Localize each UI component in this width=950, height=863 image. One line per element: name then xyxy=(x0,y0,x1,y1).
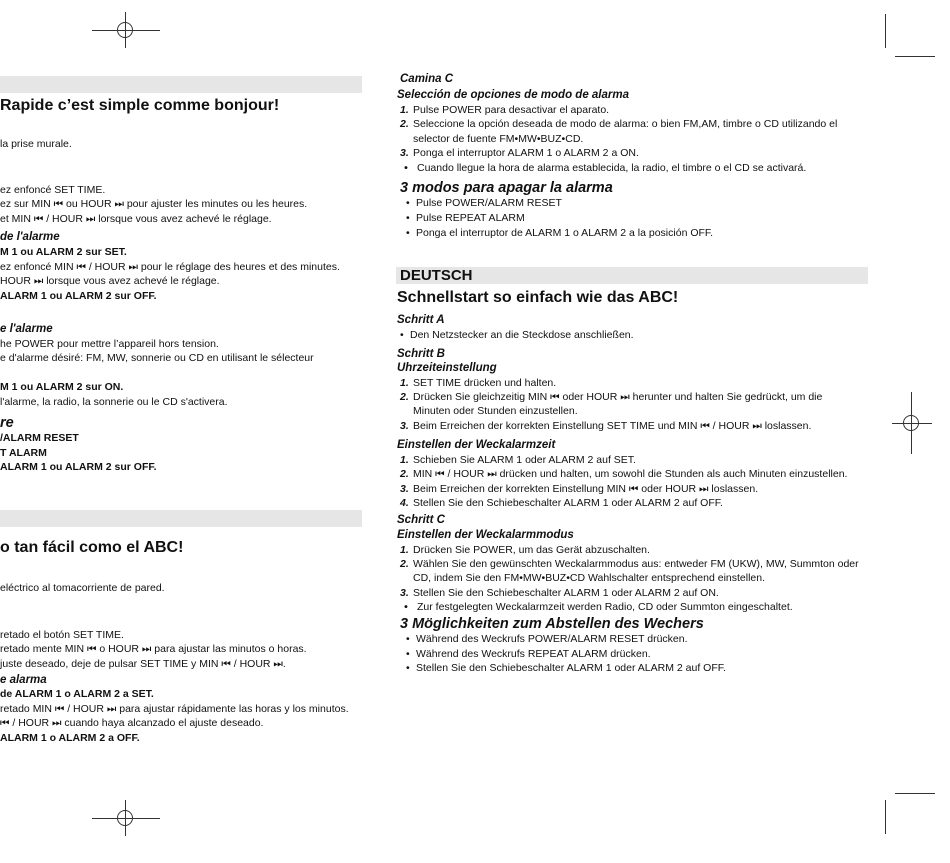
uhrzeit-step: 3. Beim Erreichen der korrekten Einstellung SET TIME und MIN ⏮ / HOUR ⏭ loslassen. xyxy=(400,420,812,432)
es-step: 2. Seleccione la opción deseada de modo de alarma: o bien FM,AM, timbre o CD utilizando el xyxy=(400,118,838,130)
left-line: he POWER pour mettre l’appareil hors tension. xyxy=(0,338,219,350)
spanish-section-bar xyxy=(0,510,362,527)
de-ways-heading: 3 Möglichkeiten zum Abstellen des Wechers xyxy=(400,616,704,632)
schritt-a-item: • Den Netzstecker an die Steckdose anschließen. xyxy=(400,329,634,342)
weckalarm-step: 1. Schieben Sie ALARM 1 oder ALARM 2 auf SET. xyxy=(400,454,636,466)
weckalarm-heading: Einstellen der Weckalarmzeit xyxy=(397,439,556,451)
left-line: ALARM 1 ou ALARM 2 sur OFF. xyxy=(0,290,157,302)
es-way-item: • Pulse POWER/ALARM RESET xyxy=(406,197,562,210)
camina-c-heading: Camina C xyxy=(400,73,454,85)
de-quickstart-title: Schnellstart so einfach wie das ABC! xyxy=(397,289,679,306)
left-subheading: e l'alarme xyxy=(0,323,53,335)
left-line: retado el botón SET TIME. xyxy=(0,629,124,641)
left-line: ez enfoncé MIN ⏮ / HOUR ⏭ pour le réglage des heures et des minutes. xyxy=(0,261,340,273)
left-line: ez sur MIN ⏮ ou HOUR ⏭ pour ajuster les minutes ou les heures. xyxy=(0,198,308,210)
es-step: selector de fuente FM•MW•BUZ•CD. xyxy=(413,133,584,145)
left-line: M 1 ou ALARM 2 sur SET. xyxy=(0,246,127,258)
left-line: ALARM 1 ou ALARM 2 sur OFF. xyxy=(0,461,157,473)
left-line: /ALARM RESET xyxy=(0,432,79,444)
deutsch-section-title: DEUTSCH xyxy=(400,267,473,284)
left-line: de ALARM 1 o ALARM 2 a SET. xyxy=(0,688,154,700)
registration-circle-right xyxy=(903,415,919,431)
left-subheading: de l'alarme xyxy=(0,231,60,243)
es-step: 1. Pulse POWER para desactivar el aparato. xyxy=(400,104,610,116)
french-quickstart-title: Rapide c’est simple comme bonjour! xyxy=(0,97,280,114)
de-way-item: • Während des Weckrufs REPEAT ALARM drücken. xyxy=(406,648,651,661)
french-section-bar xyxy=(0,76,362,93)
left-line: et MIN ⏮ / HOUR ⏭ lorsque vous avez achevé le réglage. xyxy=(0,213,272,225)
left-line: HOUR ⏭ lorsque vous avez achevé le réglage. xyxy=(0,275,220,287)
schritt-a-heading: Schritt A xyxy=(397,314,445,326)
left-line: M 1 ou ALARM 2 sur ON. xyxy=(0,381,124,393)
left-line: retado MIN ⏮ / HOUR ⏭ para ajustar rápidamente las horas y los minutos. xyxy=(0,703,349,715)
left-line: la prise murale. xyxy=(0,138,72,150)
registration-circle-top xyxy=(117,22,133,38)
left-line: ALARM 1 o ALARM 2 a OFF. xyxy=(0,732,140,744)
es-ways-heading: 3 modos para apagar la alarma xyxy=(400,180,613,196)
modus-step: • Zur festgelegten Weckalarmzeit werden Radio, CD oder Summton eingeschaltet. xyxy=(404,601,793,613)
left-line: ez enfoncé SET TIME. xyxy=(0,184,106,196)
left-subheading: e alarma xyxy=(0,674,47,686)
spanish-quickstart-title: o tan fácil como el ABC! xyxy=(0,539,184,556)
modus-step: CD, indem Sie den FM•MW•BUZ•CD Wahlschalter entsprechend einstellen. xyxy=(413,572,766,584)
schritt-c-heading: Schritt C xyxy=(397,514,445,526)
uhrzeit-step: Minuten oder Stunden einzustellen. xyxy=(413,405,578,417)
es-step: • Cuando llegue la hora de alarma establecida, la radio, el timbre o el CD se activará. xyxy=(404,162,807,174)
crop-mark-top-right-h xyxy=(895,56,935,57)
left-line: e d'alarme désiré: FM, MW, sonnerie ou CD en utilisant le sélecteur xyxy=(0,352,314,364)
crop-mark-bottom-right-h xyxy=(895,793,935,794)
schritt-b-heading: Schritt B xyxy=(397,348,445,360)
uhrzeit-heading: Uhrzeiteinstellung xyxy=(397,362,497,374)
registration-circle-bottom xyxy=(117,810,133,826)
uhrzeit-step: 1. SET TIME drücken und halten. xyxy=(400,377,557,389)
es-way-item: • Ponga el interruptor de ALARM 1 o ALARM 2 a la posición OFF. xyxy=(406,227,713,240)
alarm-mode-heading: Selección de opciones de modo de alarma xyxy=(397,89,629,101)
crop-mark-bottom-right-v xyxy=(885,800,886,834)
de-way-item: • Stellen Sie den Schiebeschalter ALARM 1 oder ALARM 2 auf OFF. xyxy=(406,662,726,675)
crop-mark-top-right-v xyxy=(885,14,886,48)
weckalarm-step: 3. Beim Erreichen der korrekten Einstellung MIN ⏮ oder HOUR ⏭ loslassen. xyxy=(400,483,759,495)
left-line: retado mente MIN ⏮ o HOUR ⏭ para ajustar las minutos o horas. xyxy=(0,643,307,655)
modus-step: 2. Wählen Sie den gewünschten Weckalarmmodus aus: entweder FM (UKW), MW, Summton oder xyxy=(400,558,859,570)
weckalarm-step: 2. MIN ⏮ / HOUR ⏭ drücken und halten, um sowohl die Stunden als auch Minuten einzustellen. xyxy=(400,468,848,480)
left-line: l'alarme, la radio, la sonnerie ou le CD s'activera. xyxy=(0,396,228,408)
es-way-item: • Pulse REPEAT ALARM xyxy=(406,212,525,225)
uhrzeit-step: 2. Drücken Sie gleichzeitig MIN ⏮ oder HOUR ⏭ herunter und halten Sie gedrückt, um die xyxy=(400,391,823,403)
de-way-item: • Während des Weckrufs POWER/ALARM RESET drücken. xyxy=(406,633,688,646)
modus-heading: Einstellen der Weckalarmmodus xyxy=(397,529,574,541)
left-line: ⏮ / HOUR ⏭ cuando haya alcanzado el ajuste deseado. xyxy=(0,717,264,729)
left-line: juste deseado, deje de pulsar SET TIME y MIN ⏮ / HOUR ⏭. xyxy=(0,658,286,670)
weckalarm-step: 4. Stellen Sie den Schiebeschalter ALARM 1 oder ALARM 2 auf OFF. xyxy=(400,497,723,509)
left-subheading: re xyxy=(0,415,14,431)
left-line: T ALARM xyxy=(0,447,47,459)
es-step: 3. Ponga el interruptor ALARM 1 o ALARM 2 a ON. xyxy=(400,147,639,159)
modus-step: 3. Stellen Sie den Schiebeschalter ALARM 1 oder ALARM 2 auf ON. xyxy=(400,587,719,599)
modus-step: 1. Drücken Sie POWER, um das Gerät abzuschalten. xyxy=(400,544,650,556)
left-line: eléctrico al tomacorriente de pared. xyxy=(0,582,165,594)
